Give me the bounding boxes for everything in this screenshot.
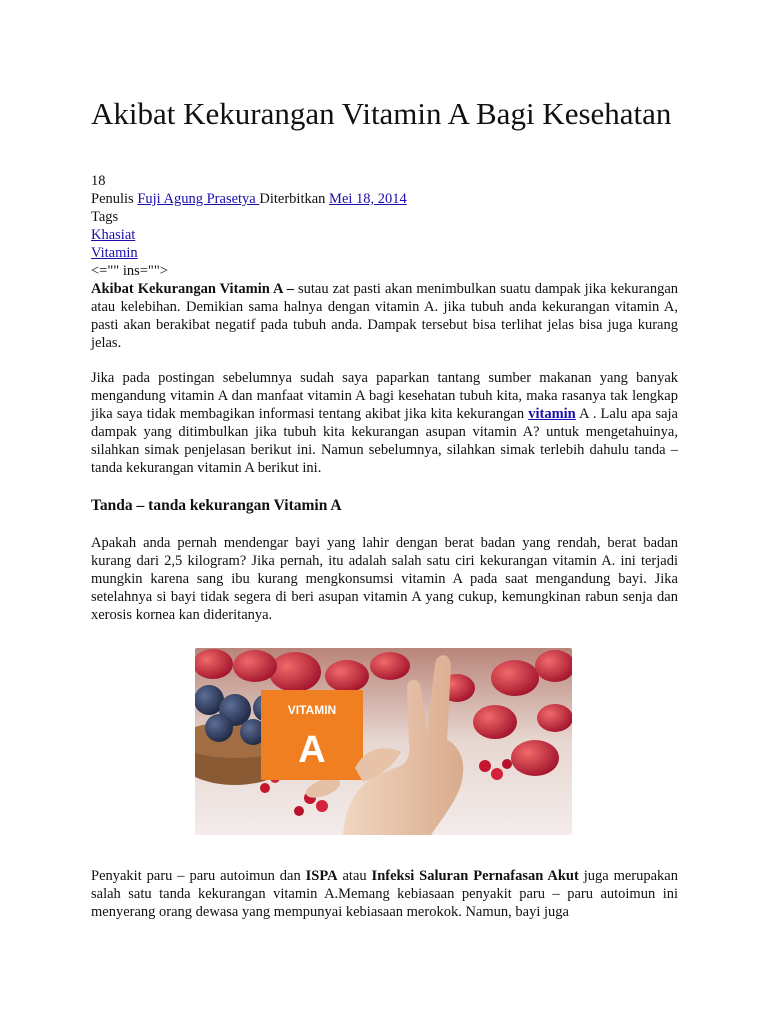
- tags-label: Tags: [91, 209, 119, 225]
- intro-bold-lead: Akibat Kekurangan Vitamin A –: [91, 281, 294, 297]
- vitamin-card: [261, 690, 363, 780]
- lung-text-1: Penyakit paru – paru autoimun dan: [91, 868, 306, 884]
- author-link[interactable]: Fuji Agung Prasetya: [137, 191, 260, 207]
- paragraph-lung: [91, 867, 678, 921]
- tag-link-khasiat[interactable]: Khasiat: [91, 227, 136, 243]
- ispa-full-bold: Infeksi Saluran Pernafasan Akut: [371, 868, 579, 884]
- ispa-bold: ISPA: [305, 868, 338, 884]
- share-count: 18: [91, 173, 106, 189]
- stray-code-text: <="" ins="">: [91, 263, 168, 279]
- lung-text-3: juga merupakan salah satu tanda kekurangan vitamin A.Memang kebiasaan penyakit paru – paru autoimun ini menyerang orang dewasa yang mempunyai kebiasaan merokok. Namun, bayi juga: [91, 868, 678, 920]
- paragraph-signs: Apakah anda pernah mendengar bayi yang lahir dengan berat badan yang rendah, berat badan kurang dari 2,5 kilogram? Jika pernah, itu adalah salah satu ciri kekurangan vitamin A. ini terjadi mungkin karena sang ibu kurang mengkonsumsi vitamin A pada saat mengandung bayi. Jika setelahnya si bayi tidak segera di beri asupan vitamin A yang cukup, kemungkinan rabun senja dan xerosis kornea kan dideritanya.: [91, 535, 678, 623]
- vitamin-a-image: [195, 648, 572, 835]
- byline: [91, 190, 678, 208]
- context-text-before: Jika pada postingan sebelumnya sudah saya paparkan tantang sumber makanan yang banyak mengandung vitamin A dan manfaat vitamin A bagi kesehatan tubuh kita, maka rasanya tak lengkap jika saya tidak membagikan informasi tentang akibat jika kita kekurangan: [91, 370, 678, 422]
- article-meta: [91, 172, 678, 280]
- vitamin-inline-link[interactable]: vitamin: [528, 406, 576, 422]
- card-label: VITAMIN: [287, 703, 337, 717]
- lung-text-2: atau: [337, 868, 372, 884]
- intro-text: sutau zat pasti akan menimbulkan suatu dampak jika kekurangan atau kelebihan. Demikian sama halnya dengan vitamin A. jika tubuh anda kekurangan vitamin A, pasti akan berakibat negatif pada tubuh anda. Dampak tersebut bisa terlihat jelas bisa juga kurang jelas.: [91, 281, 679, 351]
- card-letter: A: [298, 729, 326, 771]
- vitamin-a-photo-illustration: [195, 648, 572, 835]
- article-body: [91, 92, 678, 921]
- paragraph-context: [91, 369, 678, 477]
- published-label: Diterbitkan: [259, 191, 330, 207]
- author-prefix: Penulis: [91, 191, 138, 207]
- article-title: Akibat Kekurangan Vitamin A Bagi Kesehatan: [91, 96, 672, 131]
- paragraph-intro: [91, 280, 678, 352]
- context-text-after: A . Lalu apa saja dampak yang ditimbulkan jika tubuh kita kekurangan asupan vitamin A? untuk mengetahuinya, silahkan simak penjelasan berikut ini. Namun sebelumnya, silahkan simak terlebih dahulu tanda – tanda kekurangan vitamin A berikut ini.: [91, 406, 678, 476]
- section-heading: Tanda – tanda kekurangan Vitamin A: [91, 497, 342, 514]
- date-link[interactable]: Mei 18, 2014: [329, 191, 407, 207]
- tag-link-vitamin[interactable]: Vitamin: [91, 245, 138, 261]
